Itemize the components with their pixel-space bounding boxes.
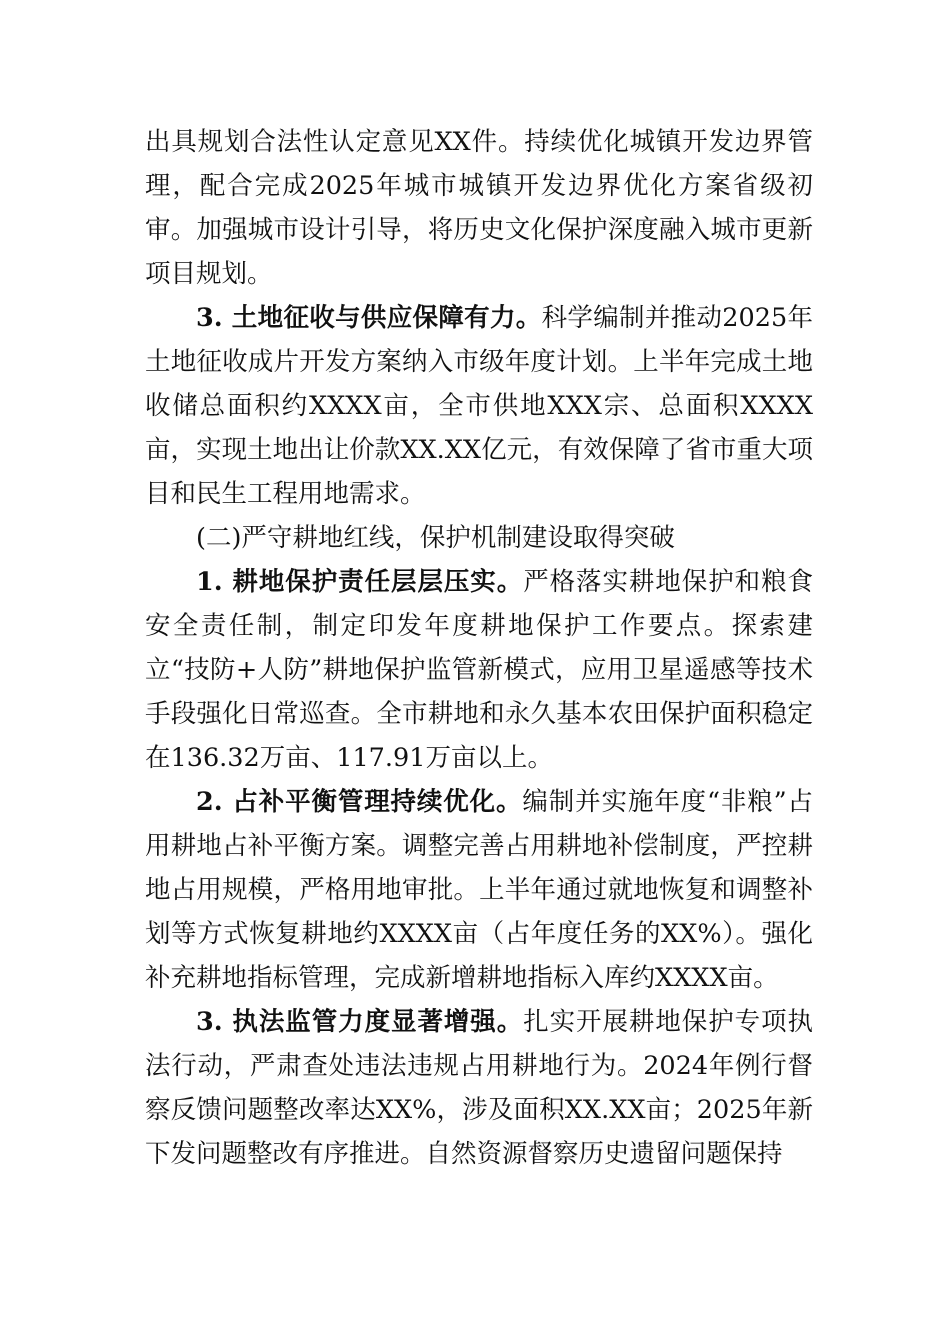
document-body bbox=[145, 120, 813, 1176]
paragraph-text: 严格落实耕地保护和粮食安全责任制，制定印发年度耕地保护工作要点。探索建立“技防+人防”耕地保护监管新模式，应用卫星遥感等技术手段强化日常巡查。全市耕地和永久基本农田保护面积稳定在136.32万亩、117.91万亩以上。 bbox=[145, 567, 813, 773]
paragraph-enforcement bbox=[145, 1000, 813, 1176]
paragraph-land-acquisition bbox=[145, 296, 813, 516]
paragraph-continuation bbox=[145, 120, 813, 296]
paragraph-text: 扎实开展耕地保护专项执法行动，严肃查处违法违规占用耕地行为。2024年例行督察反馈问题整改率达XX%，涉及面积XX.XX亩；2025年新下发问题整改有序推进。自然资源督察历史遗留问题保持 bbox=[145, 1007, 813, 1169]
paragraph-lead: 3. 执法监管力度显著增强。 bbox=[196, 1007, 524, 1037]
paragraph-farmland-responsibility bbox=[145, 560, 813, 780]
paragraph-text: 科学编制并推动2025年土地征收成片开发方案纳入市级年度计划。上半年完成土地收储总面积约XXXX亩，全市供地XXX宗、总面积XXXX亩，实现土地出让价款XX.XX亿元，有效保障了省市重大项目和民生工程用地需求。 bbox=[145, 303, 814, 509]
paragraph-lead: 2. 占补平衡管理持续优化。 bbox=[196, 787, 523, 817]
paragraph-text: 编制并实施年度“非粮”占用耕地占补平衡方案。调整完善占用耕地补偿制度，严控耕地占用规模，严格用地审批。上半年通过就地恢复和调整补划等方式恢复耕地约XXXX亩（占年度任务的XX%）。强化补充耕地指标管理，完成新增耕地指标入库约XXXX亩。 bbox=[145, 787, 814, 993]
paragraph-lead: 1. 耕地保护责任层层压实。 bbox=[196, 567, 524, 597]
section-heading: (二)严守耕地红线，保护机制建设取得突破 bbox=[196, 523, 675, 553]
paragraph-lead: 3. 土地征收与供应保障有力。 bbox=[196, 303, 542, 333]
paragraph-balance-management bbox=[145, 780, 813, 1000]
paragraph-text: 出具规划合法性认定意见XX件。持续优化城镇开发边界管理，配合完成2025年城市城镇开发边界优化方案省级初审。加强城市设计引导，将历史文化保护深度融入城市更新项目规划。 bbox=[145, 127, 813, 289]
